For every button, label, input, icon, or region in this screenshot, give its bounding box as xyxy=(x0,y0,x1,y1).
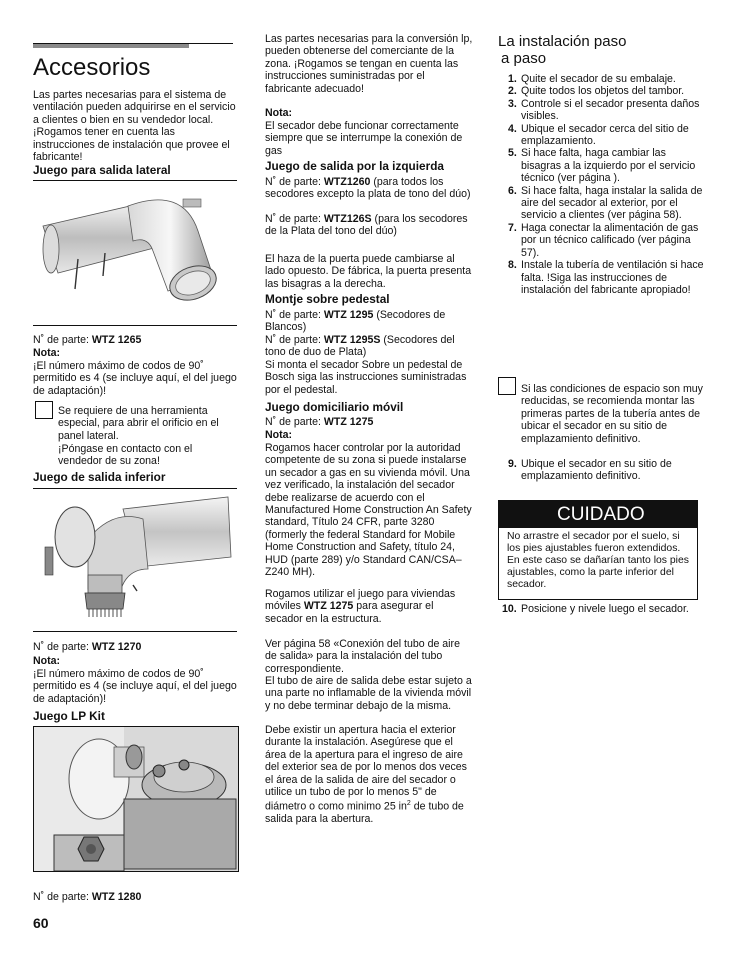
air-opening-text-main: Debe existir un apertura hacia el exterior durante la instalación. Asegúrese que el área de la apertura para el ingreso de aire del exterior sea de por lo menos dos veces el área de la salida de aire del secador o utilice un tubo de por lo menos 5" de diámetro o como minimo 25 in xyxy=(265,724,467,813)
info-box-icon xyxy=(35,401,53,419)
left-outlet-part-2 xyxy=(265,213,473,238)
lp-kit-valve-illustration xyxy=(34,727,238,871)
lp-kit-figure xyxy=(33,726,239,872)
part-number-label: N˚ de parte: xyxy=(33,891,89,903)
pedestal-text: Si monta el secador Sobre un pedestal de Bosch siga las instrucciones suministradas por el pedestal. xyxy=(265,359,467,396)
tool-note-contact: ¡Póngase en contacto con el vendedor de su zona! xyxy=(58,443,193,468)
part-description: (Secodores de Blancos) xyxy=(265,309,446,334)
step-text: Ubique el secador en su sitio de emplazamiento definitivo. xyxy=(521,458,672,483)
side-outlet-duct-illustration xyxy=(33,181,237,325)
bottom-outlet-duct-illustration xyxy=(33,489,237,631)
step-number: 8. xyxy=(508,259,517,272)
step-text: Instale la tubería de ventilación si hace falta. !Siga las instrucciones de instalación del fabricante apropiado! xyxy=(521,259,704,296)
step-text: Controle si el secador presenta daños visibles. xyxy=(521,97,700,123)
note-label: Nota: xyxy=(33,655,61,667)
list-item xyxy=(498,458,704,483)
superscript: 2 xyxy=(406,800,411,808)
step-number: 1. xyxy=(508,73,517,85)
list-item xyxy=(498,98,704,123)
step-number: 3. xyxy=(508,97,517,110)
part-number-label: N˚ de parte: xyxy=(265,334,321,346)
step-number: 2. xyxy=(508,85,517,98)
section-heading-mobile-home: Juego domiciliario móvil xyxy=(265,400,404,414)
section-heading-left-outlet: Juego de salida por la izquierda xyxy=(265,159,444,173)
installation-heading-line2: a paso xyxy=(501,50,547,67)
step-text: Quite todos los objetos del tambor. xyxy=(521,85,685,98)
air-opening-text xyxy=(265,724,473,826)
list-item xyxy=(498,603,704,615)
section-heading-lp-kit: Juego LP Kit xyxy=(33,709,105,723)
step-number: 9. xyxy=(508,458,517,470)
step-number: 6. xyxy=(508,184,517,197)
part-number-value: WTZ 1275 xyxy=(303,600,354,613)
step-text: Ubique el secador cerca del sitio de emplazamiento. xyxy=(521,122,689,148)
part-number-label: N˚ de parte: xyxy=(265,309,321,321)
page-number: 60 xyxy=(33,915,49,931)
part-number-value: WTZ 1270 xyxy=(91,641,142,653)
note-label: Nota: xyxy=(265,429,293,441)
mobile-part-number xyxy=(265,416,473,428)
mobile-note-text: Rogamos hacer controlar por la autoridad competente de su zona si puede instalarse un secador a gas en su vivienda móvil. Una vez verificado, la instalación del secador debe realizarse de acuerdo con el Manufactured Home Construction An Safety standard, Título 24 CFR, parte 3280 (formerly the federal Standard for Mobile Home Construction and Safety, título 24, HUD (parte 289) y/o Standard CAN/CSA–Z240 MH). xyxy=(265,442,472,579)
list-item xyxy=(498,73,704,85)
step-number: 4. xyxy=(508,122,517,135)
pedestal-part-2 xyxy=(265,334,473,359)
part-number-label: N˚ de parte: xyxy=(265,416,321,428)
part-number-value: WTZ 1280 xyxy=(91,891,142,903)
part-number-value: WTZ126S xyxy=(323,213,372,225)
part-description: (para todos los secodores excepto la plata de tono del dúo) xyxy=(265,176,471,201)
intro-paragraph: Las partes necesarias para el sistema de ventilación pueden adquirirse en el servicio a clientes o bien en su vendedor local. ¡Rogamos tener en cuenta las instrucciones de instalación que provee el fabricante! xyxy=(33,89,236,164)
lp-conversion-text: Las partes necesarias para la conversión lp, pueden obtenerse del comerciante de la zona. ¡Rogamos se tengan en cuenta las instrucciones suministradas por el fabricante adecuado! xyxy=(265,33,473,95)
list-item xyxy=(498,222,704,259)
list-item xyxy=(498,123,704,148)
caution-header: CUIDADO xyxy=(499,501,697,528)
part-number-label: N˚ de parte: xyxy=(33,334,89,346)
step-text: Si hace falta, haga instalar la salida de aire del secador al exterior, por el servicio a clientes (ver página 58). xyxy=(521,184,703,222)
part-number-value: WTZ 1295S xyxy=(323,334,381,346)
bottom-outlet-kit-figure xyxy=(33,488,237,632)
side-outlet-part-number xyxy=(33,334,238,346)
list-item xyxy=(498,259,704,296)
side-outlet-note: ¡El número máximo de codos de 90˚ permitido es 4 (se incluye aquí, el del juego de adaptación)! xyxy=(33,360,237,397)
part-number-label: N˚ de parte: xyxy=(265,176,321,188)
installation-heading xyxy=(498,33,626,67)
door-hinge-text: El haza de la puerta puede cambiarse al lado opuesto. De fábrica, la puerta presenta las bisagras a la derecha. xyxy=(265,253,472,290)
part-number-value: WTZ 1295 xyxy=(323,309,374,321)
space-note-text: Si las condiciones de espacio son muy reducidas, se recomienda montar las primeras partes de la tubería antes de ubicar el secador en su sitio de emplazamiento definitivo. xyxy=(521,383,703,445)
list-item xyxy=(498,185,704,222)
step-number: 10. xyxy=(502,603,517,615)
bottom-outlet-note: ¡El número máximo de codos de 90˚ permitido es 4 (se incluye aquí, el del juego de adaptación)! xyxy=(33,668,237,705)
exhaust-reference-text: Ver página 58 «Conexión del tubo de aire de salida» para la instalación del tubo correspondiente. xyxy=(265,638,460,675)
step-9 xyxy=(498,458,704,483)
section-heading-side-outlet: Juego para salida lateral xyxy=(33,163,171,177)
side-outlet-kit-figure xyxy=(33,180,237,326)
list-item xyxy=(498,147,704,184)
bottom-outlet-part-number xyxy=(33,641,238,653)
part-number-value: WTZ1260 xyxy=(323,176,371,188)
part-number-label: N˚ de parte: xyxy=(33,641,89,653)
caution-text: No arrastre el secador por el suelo, si los pies ajustables fueron extendidos. En este caso se dañarían tanto los pies ajustables, como la parte inferior del secador. xyxy=(507,531,689,590)
caution-box xyxy=(498,500,698,600)
lp-kit-part-number xyxy=(33,891,238,903)
part-number-value: WTZ 1275 xyxy=(323,416,374,428)
title-rule xyxy=(33,43,233,44)
exhaust-tube-text: El tubo de aire de salida debe estar sujeto a una parte no inflamable de la vivienda móvil y no debe terminar debajo de la misma. xyxy=(265,675,472,712)
installation-steps-list xyxy=(498,73,704,296)
tool-note-text: Se requiere de una herramienta especial, para abrir el orificio en el panel lateral. xyxy=(58,405,219,442)
mobile-kit-text-part2: para asegurar el secador en la estructura. xyxy=(265,600,434,625)
step-number: 5. xyxy=(508,147,517,160)
info-box-icon xyxy=(498,377,516,395)
lp-note-text: El secador debe funcionar correctamente siempre que se interrumpe la conexión de gas xyxy=(265,120,463,157)
list-item xyxy=(498,85,704,97)
step-10 xyxy=(498,603,704,615)
note-label: Nota: xyxy=(33,347,61,359)
section-heading-pedestal: Montje sobre pedestal xyxy=(265,292,390,306)
part-description: (Secodores del tono de duo de Plata) xyxy=(265,334,455,359)
pedestal-part-1 xyxy=(265,309,473,334)
part-number-label: N˚ de parte: xyxy=(265,213,321,225)
step-number: 7. xyxy=(508,221,517,234)
part-description: (para los secodores de la Plata del tono del dúo) xyxy=(265,213,468,238)
mobile-kit-text-part1: Rogamos utilizar el juego para viviendas móviles xyxy=(265,588,456,613)
part-number-value: WTZ 1265 xyxy=(91,334,142,346)
note-label: Nota: xyxy=(265,107,293,119)
step-text: Quite el secador de su embalaje. xyxy=(521,73,676,85)
step-text: Si hace falta, haga cambiar las bisagras a la izquierdo por el servicio técnico (ver página ). xyxy=(521,147,696,185)
page-title: Accesorios xyxy=(33,54,151,81)
air-opening-text-end: de tubo de salida para la abertura. xyxy=(265,800,464,826)
mobile-kit-text xyxy=(265,588,473,625)
installation-heading-line1: La instalación paso xyxy=(498,33,627,50)
left-outlet-part-1 xyxy=(265,176,473,201)
section-heading-bottom-outlet: Juego de salida inferior xyxy=(33,470,166,484)
step-text: Posicione y nivele luego el secador. xyxy=(521,603,689,615)
step-text: Haga conectar la alimentación de gas por un técnico calificado (ver página 57). xyxy=(521,221,699,259)
